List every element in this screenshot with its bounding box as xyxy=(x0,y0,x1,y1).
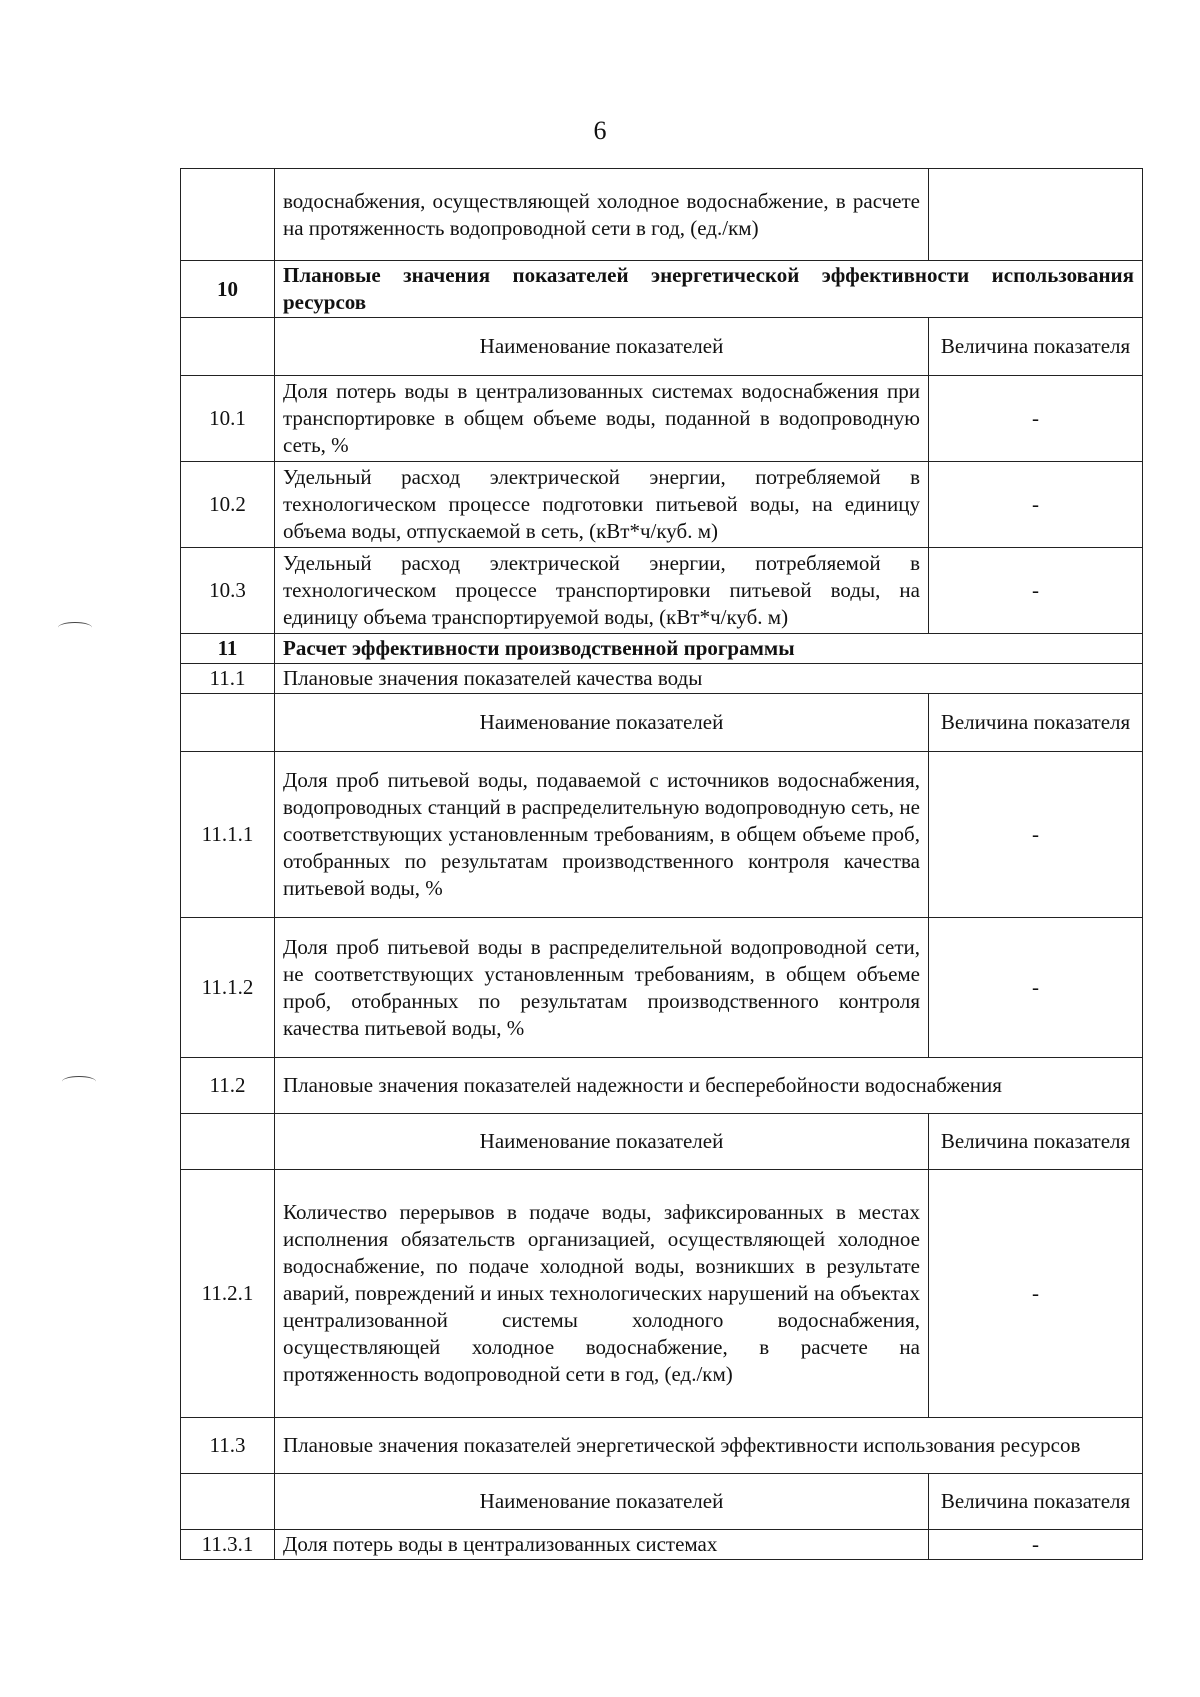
header-number-cell xyxy=(181,1114,275,1170)
table-row xyxy=(181,376,1143,462)
indicator-name: Доля потерь воды в централизованных системах xyxy=(275,1530,929,1560)
header-row xyxy=(181,318,1143,376)
row-number: 11.3.1 xyxy=(181,1530,275,1560)
column-header-name: Наименование показателей xyxy=(275,318,929,376)
column-header-name: Наименование показателей xyxy=(275,694,929,752)
row-number: 11.1.1 xyxy=(181,752,275,918)
table-row xyxy=(181,169,1143,261)
subsection-title: Плановые значения показателей энергетической эффективности использования ресурсов xyxy=(275,1418,1143,1474)
section-title: Плановые значения показателей энергетической эффективности использования ресурсов xyxy=(275,261,1143,318)
indicator-value xyxy=(929,169,1143,261)
indicator-name: Доля проб питьевой воды, подаваемой с источников водоснабжения, водопроводных станций в распределительную водопроводную сеть, не соответствующих установленным требованиям, в общем объеме проб, отобранных по результатам производственного контроля качества питьевой воды, % xyxy=(275,752,929,918)
indicator-name: Доля проб питьевой воды в распределительной водопроводной сети, не соответствующих установленным требованиям, в общем объеме проб, отобранных по результатам производственного контроля качества питьевой воды, % xyxy=(275,918,929,1058)
indicator-value: - xyxy=(929,1530,1143,1560)
indicator-name: Количество перерывов в подаче воды, зафиксированных в местах исполнения обязательств организацией, осуществляющей холодное водоснабжение, по подаче холодной воды, возникших в результате аварий, повреждений и иных технологических нарушений на объектах централизованной системы холодного водоснабжения, осуществляющей холодное водоснабжение, в расчете на протяженность водопроводной сети в год, (ед./км) xyxy=(275,1170,929,1418)
column-header-value: Величина показателя xyxy=(929,694,1143,752)
indicator-value: - xyxy=(929,462,1143,548)
indicator-value: - xyxy=(929,548,1143,634)
header-row xyxy=(181,1474,1143,1530)
header-row xyxy=(181,1114,1143,1170)
table-row xyxy=(181,462,1143,548)
column-header-value: Величина показателя xyxy=(929,1474,1143,1530)
indicator-name: Доля потерь воды в централизованных системах водоснабжения при транспортировке в общем объеме воды, поданной в водопроводную сеть, % xyxy=(275,376,929,462)
indicator-name: Удельный расход электрической энергии, потребляемой в технологическом процессе транспортировки питьевой воды, на единицу объема транспортируемой воды, (кВт*ч/куб. м) xyxy=(275,548,929,634)
column-header-name: Наименование показателей xyxy=(275,1474,929,1530)
column-header-name: Наименование показателей xyxy=(275,1114,929,1170)
table-row xyxy=(181,1530,1143,1560)
header-row xyxy=(181,694,1143,752)
subsection-row xyxy=(181,1418,1143,1474)
header-number-cell xyxy=(181,318,275,376)
subsection-number: 11.3 xyxy=(181,1418,275,1474)
section-number: 11 xyxy=(181,634,275,664)
section-number: 10 xyxy=(181,261,275,318)
row-number: 10.3 xyxy=(181,548,275,634)
indicator-value: - xyxy=(929,918,1143,1058)
page-number: 6 xyxy=(593,116,607,145)
table-row xyxy=(181,752,1143,918)
subsection-row xyxy=(181,1058,1143,1114)
table-row xyxy=(181,1170,1143,1418)
subsection-title: Плановые значения показателей надежности и бесперебойности водоснабжения xyxy=(275,1058,1143,1114)
indicators-table xyxy=(180,168,1143,1560)
indicator-value: - xyxy=(929,1170,1143,1418)
table-row xyxy=(181,918,1143,1058)
column-header-value: Величина показателя xyxy=(929,1114,1143,1170)
table-row xyxy=(181,548,1143,634)
section-row xyxy=(181,261,1143,318)
header-number-cell xyxy=(181,1474,275,1530)
section-row xyxy=(181,634,1143,664)
subsection-title: Плановые значения показателей качества воды xyxy=(275,664,1143,694)
row-number: 11.1.2 xyxy=(181,918,275,1058)
column-header-value: Величина показателя xyxy=(929,318,1143,376)
row-number: 10.2 xyxy=(181,462,275,548)
subsection-number: 11.1 xyxy=(181,664,275,694)
indicator-name: Удельный расход электрической энергии, потребляемой в технологическом процессе подготовки питьевой воды, на единицу объема воды, отпускаемой в сеть, (кВт*ч/куб. м) xyxy=(275,462,929,548)
row-number: 11.2.1 xyxy=(181,1170,275,1418)
indicator-value: - xyxy=(929,752,1143,918)
margin-mark xyxy=(62,1076,96,1087)
subsection-row xyxy=(181,664,1143,694)
section-title: Расчет эффективности производственной программы xyxy=(275,634,1143,664)
indicator-name: водоснабжения, осуществляющей холодное водоснабжение, в расчете на протяженность водопроводной сети в год, (ед./км) xyxy=(275,169,929,261)
row-number xyxy=(181,169,275,261)
subsection-number: 11.2 xyxy=(181,1058,275,1114)
margin-mark xyxy=(58,622,92,633)
row-number: 10.1 xyxy=(181,376,275,462)
indicator-value: - xyxy=(929,376,1143,462)
header-number-cell xyxy=(181,694,275,752)
